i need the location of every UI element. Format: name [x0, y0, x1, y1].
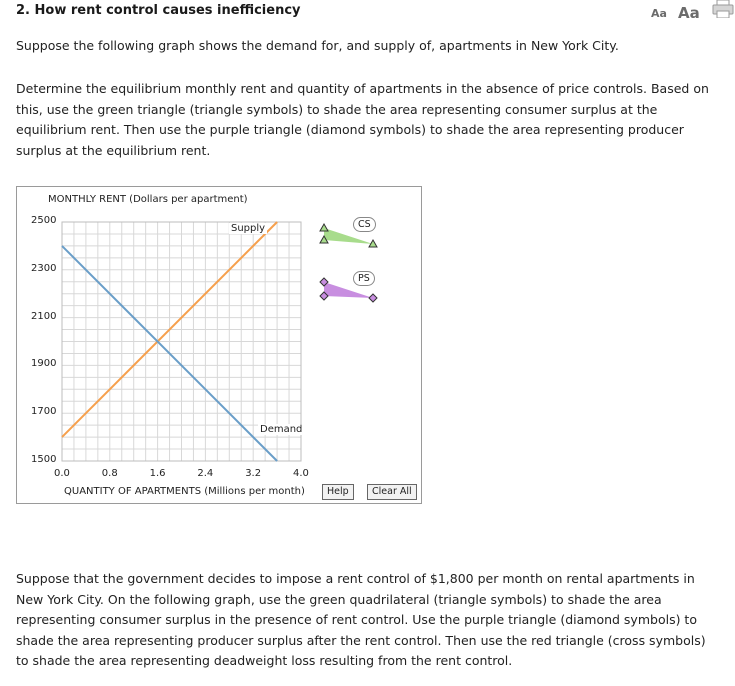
y-tick-label: 2100 [31, 310, 57, 322]
demand-label: Demand [260, 424, 303, 435]
x-axis-title: QUANTITY OF APARTMENTS (Millions per month) [64, 486, 305, 497]
y-tick-label: 2500 [31, 215, 57, 226]
graph-widget [16, 186, 422, 504]
increase-font-button[interactable]: Aa [678, 4, 700, 22]
cs-tool-label: CS [353, 217, 376, 232]
clear-all-button[interactable]: Clear All [367, 484, 417, 500]
supply-label: Supply [231, 223, 266, 234]
chart-svg[interactable] [17, 187, 421, 503]
ps-tool-label: PS [353, 271, 375, 286]
diamond-marker-icon[interactable] [369, 294, 377, 302]
help-button[interactable]: Help [322, 484, 354, 500]
intro-text: Suppose the following graph shows the demand for, and supply of, apartments in New York City. [16, 38, 619, 53]
part2-text: Suppose that the government decides to impose a rent control of $1,800 per month on rental apartments in New York City. On the following graph, use the green quadrilateral (triangle symbols) to shade the area representing consumer surplus in the presence of rent control. Use the purple triangle (diamond symbols) to shade the area representing producer surplus after the rent control. Then use the red triangle (cross symbols) to shade the area representing deadweight loss resulting from the rent control. [16, 571, 706, 668]
triangle-marker-icon[interactable] [320, 224, 328, 231]
x-tick-label: 2.4 [197, 468, 214, 479]
y-axis-title: MONTHLY RENT (Dollars per apartment) [48, 194, 248, 205]
x-tick-label: 1.6 [149, 468, 166, 479]
instructions-text: Determine the equilibrium monthly rent and quantity of apartments in the absence of price controls. Based on this, use the green triangle (triangle symbols) to shade the area representing consumer surplus at the equilibrium rent. Then use the purple triangle (diamond symbols) to shade the area representing producer surplus at the equilibrium rent. [16, 81, 709, 158]
y-tick-label: 1700 [31, 406, 57, 418]
x-tick-label: 0.8 [101, 468, 118, 479]
print-icon[interactable] [712, 0, 734, 18]
x-tick-label: 0.0 [54, 468, 70, 479]
y-tick-label: 2300 [31, 262, 57, 274]
tool-palette [320, 224, 377, 302]
y-tick-label: 1900 [31, 358, 57, 370]
question-title: 2. How rent control causes inefficiency [16, 3, 301, 18]
x-tick-label: 4.0 [293, 468, 309, 479]
y-tick-label: 1500 [31, 454, 57, 465]
decrease-font-button[interactable]: Aa [651, 7, 667, 20]
x-tick-label: 3.2 [245, 468, 262, 479]
